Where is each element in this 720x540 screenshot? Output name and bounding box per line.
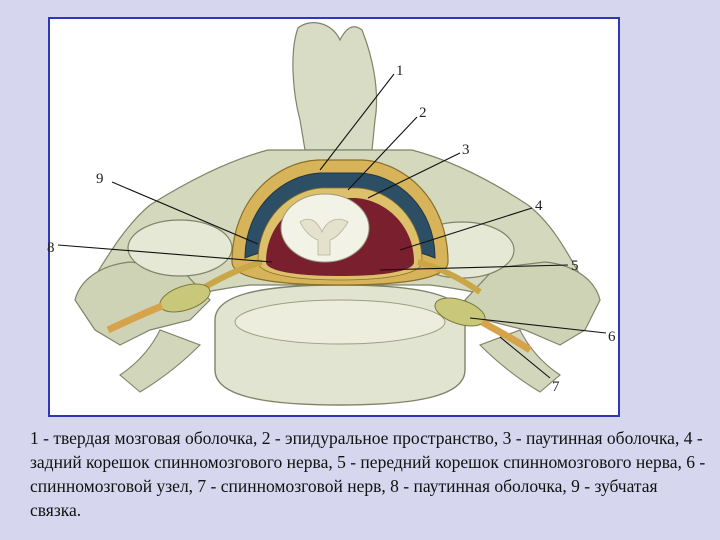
spinous-process [293,23,377,150]
callout-8: 8 [47,240,55,256]
callout-3: 3 [462,142,470,158]
vertebral-body-endplate [235,300,445,344]
left-articular-facet [128,220,232,276]
callout-2: 2 [419,105,427,121]
callout-1: 1 [396,63,404,79]
callout-9: 9 [96,171,104,187]
callout-6: 6 [608,329,616,345]
callout-7: 7 [552,379,560,395]
figure-caption: 1 - твердая мозговая оболочка, 2 - эпидуральное пространство, 3 - паутинная оболочка, 4 - задний корешок спинномозгового нерва, 5 - передний корешок спинномозгового нерва, 6 - спинномозговой узел, 7 - спинномозговой нерв, 8 - паутинная оболочка, 9 - зубчатая связка. [30,428,706,520]
callout-4: 4 [535,198,543,214]
callout-5: 5 [571,258,579,274]
